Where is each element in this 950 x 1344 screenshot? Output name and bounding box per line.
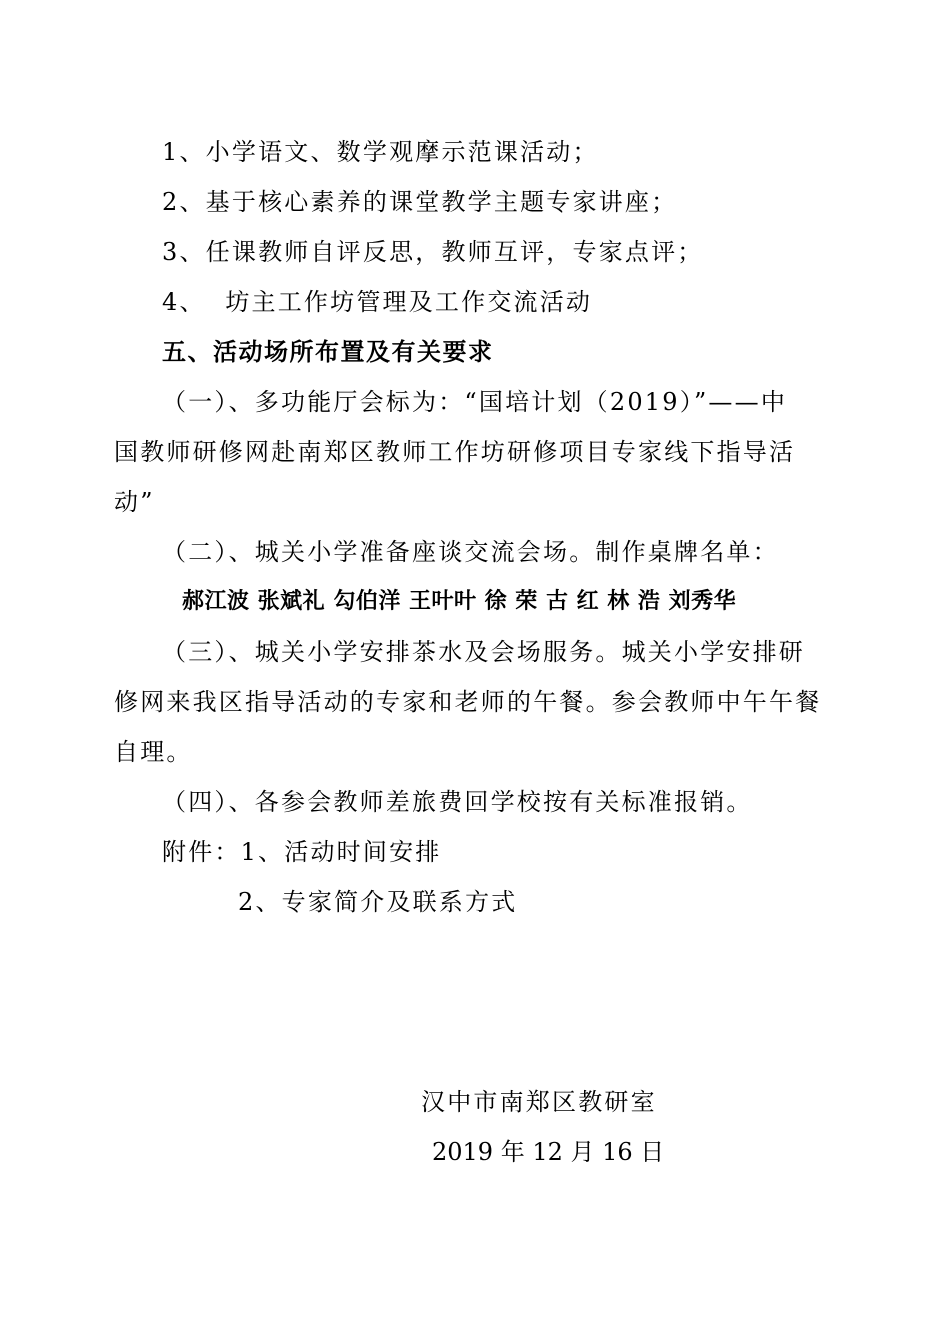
attachment-line2: 2、专家简介及联系方式	[238, 888, 518, 916]
para3-line1: （三）、城关小学安排茶水及会场服务。城关小学安排研	[162, 638, 805, 666]
list-item-2: 2、基于核心素养的课堂教学主题专家讲座；	[162, 188, 678, 216]
list-item-3: 3、任课教师自评反思，教师互评，专家点评；	[162, 238, 704, 266]
signature-date: 2019 年 12 月 16 日	[432, 1138, 665, 1166]
signature-org: 汉中市南郑区教研室	[421, 1088, 657, 1116]
para2: （二）、城关小学准备座谈交流会场。制作桌牌名单：	[162, 538, 779, 566]
para1-line3: 动”	[114, 488, 155, 516]
para3-line3: 自理。	[114, 738, 193, 766]
list-item-1: 1、小学语文、数学观摩示范课活动；	[162, 138, 599, 166]
list-item-4: 4、 坊主工作坊管理及工作交流活动	[162, 288, 593, 316]
attachment-line1: 附件：1、活动时间安排	[162, 838, 442, 866]
section-heading: 五、活动场所布置及有关要求	[162, 338, 494, 366]
para1-line1: （一）、多功能厅会标为：“国培计划（2019）”——中	[162, 388, 788, 416]
nameplate-list: 郝江波 张斌礼 勾伯洋 王叶叶 徐 荣 古 红 林 浩 刘秀华	[182, 589, 737, 614]
para3-line2: 修网来我区指导活动的专家和老师的午餐。参会教师中午午餐	[114, 688, 822, 716]
para4: （四）、各参会教师差旅费回学校按有关标准报销。	[162, 788, 753, 816]
para1-line2: 国教师研修网赴南郑区教师工作坊研修项目专家线下指导活	[114, 438, 796, 466]
